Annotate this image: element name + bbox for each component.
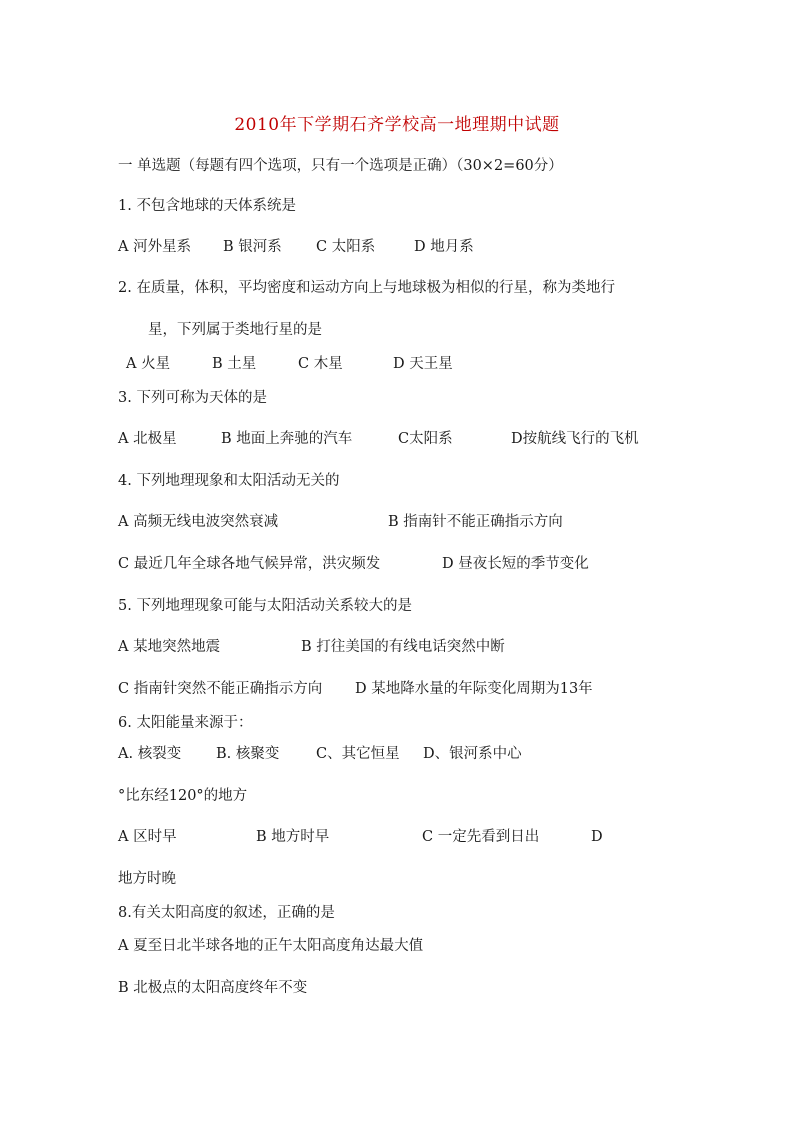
q7-option-c: C 一定先看到日出 xyxy=(422,829,540,845)
q4-option-c: C 最近几年全球各地气候异常，洪灾频发 xyxy=(118,556,381,572)
q4-option-d: D 昼夜长短的季节变化 xyxy=(442,556,589,572)
q7-option-b: B 地方时早 xyxy=(256,829,330,845)
question-5-stem: 5. 下列地理现象可能与太阳活动关系较大的是 xyxy=(118,598,412,614)
q5-option-a: A 某地突然地震 xyxy=(118,639,221,655)
q2-option-d: D 天王星 xyxy=(393,356,453,372)
question-8-stem: 8.有关太阳高度的叙述，正确的是 xyxy=(118,905,335,921)
q4-option-a: A 高频无线电波突然衰减 xyxy=(118,514,279,530)
q7-option-d-continued: 地方时晚 xyxy=(118,871,176,887)
q5-option-c: C 指南针突然不能正确指示方向 xyxy=(118,681,323,697)
q2-option-b: B 土星 xyxy=(212,356,257,372)
q3-option-d: D按航线飞行的飞机 xyxy=(511,431,639,447)
q4-option-b: B 指南针不能正确指示方向 xyxy=(388,514,563,530)
q5-option-b: B 打往美国的有线电话突然中断 xyxy=(301,639,505,655)
question-7-stem: °比东经120°的地方 xyxy=(118,788,248,804)
question-3-stem: 3. 下列可称为天体的是 xyxy=(118,390,267,406)
question-1-stem: 1. 不包含地球的天体系统是 xyxy=(118,198,296,214)
question-2-stem-line1: 2. 在质量，体积，平均密度和运动方向上与地球极为相似的行星，称为类地行 xyxy=(118,280,615,296)
section-heading: 一 单选题（每题有四个选项，只有一个选项是正确）（30×2=60分） xyxy=(118,158,563,174)
q1-option-b: B 银河系 xyxy=(223,239,282,255)
q8-option-a: A 夏至日北半球各地的正午太阳高度角达最大值 xyxy=(118,938,424,954)
q2-option-c: C 木星 xyxy=(298,356,343,372)
q7-option-d: D xyxy=(591,829,603,845)
q5-option-d: D 某地降水量的年际变化周期为13年 xyxy=(355,681,593,697)
question-2-stem-line2: 星，下列属于类地行星的是 xyxy=(148,322,322,338)
q6-option-c: C、其它恒星 xyxy=(316,746,400,762)
q6-option-a: A. 核裂变 xyxy=(118,746,182,762)
question-6-stem: 6. 太阳能量来源于： xyxy=(118,715,253,731)
question-4-stem: 4. 下列地理现象和太阳活动无关的 xyxy=(118,473,340,489)
q6-option-b: B. 核聚变 xyxy=(216,746,280,762)
page-title: 2010年下学期石齐学校高一地理期中试题 xyxy=(234,115,560,135)
q1-option-d: D 地月系 xyxy=(414,239,474,255)
q3-option-b: B 地面上奔驰的汽车 xyxy=(221,431,353,447)
q8-option-b: B 北极点的太阳高度终年不变 xyxy=(118,980,308,996)
q6-option-d: D、银河系中心 xyxy=(423,746,522,762)
q1-option-c: C 太阳系 xyxy=(316,239,376,255)
q3-option-c: C太阳系 xyxy=(398,431,453,447)
q2-option-a: A 火星 xyxy=(126,356,171,372)
q7-option-a: A 区时早 xyxy=(118,829,177,845)
q1-option-a: A 河外星系 xyxy=(118,239,192,255)
q3-option-a: A 北极星 xyxy=(118,431,177,447)
